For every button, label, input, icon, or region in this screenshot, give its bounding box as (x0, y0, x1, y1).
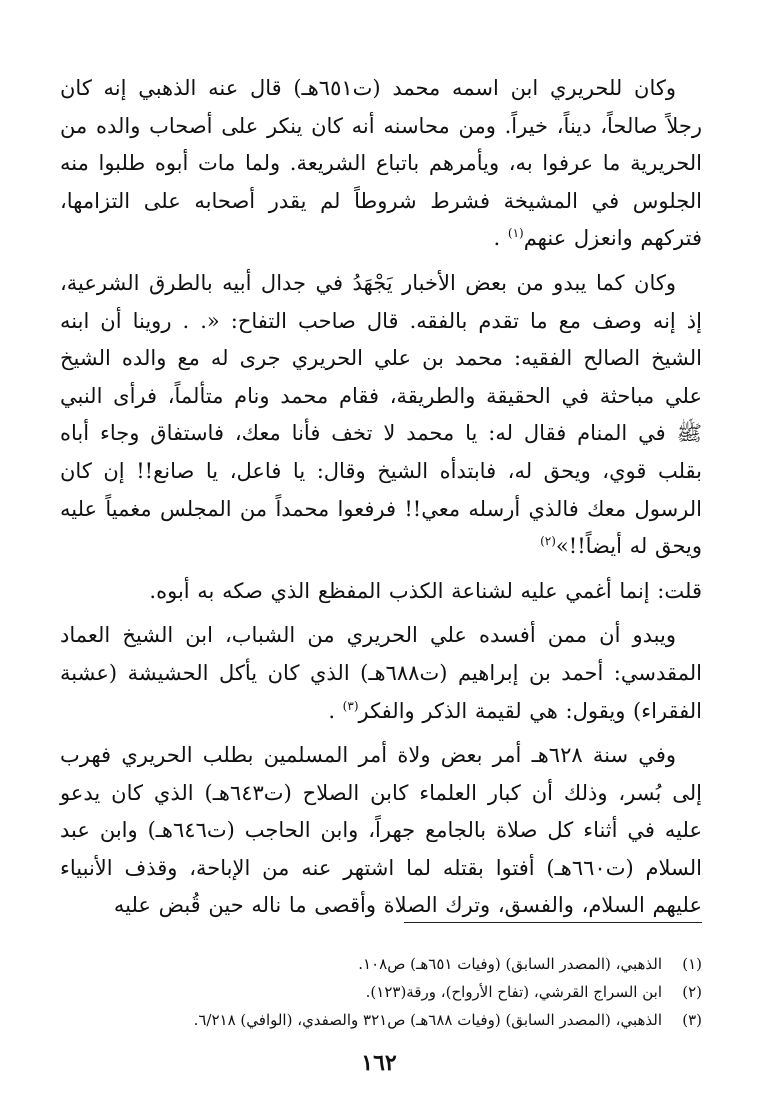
footnote-text: ابن السراج القرشي، (تفاح الأرواح)، ورقة(١٢٣). (365, 983, 662, 1001)
footnote-text: الذهبي، (المصدر السابق) (وفيات ٦٨٨هـ) ص٣٢١ والصفدي، (الوافي) ٦/٢١٨. (193, 1011, 662, 1029)
footnote-separator (404, 922, 702, 923)
footnote-ref-2: (٢) (540, 534, 556, 549)
footnote-3 (60, 1006, 702, 1034)
footnote-text: الذهبي، (المصدر السابق) (وفيات ٦٥١هـ) ص١٠٨. (358, 955, 662, 973)
paragraph-2 (60, 265, 702, 566)
footnote-1 (60, 950, 702, 978)
paragraph-5 (60, 737, 702, 925)
footnote-ref-3: (٣) (342, 698, 359, 713)
paragraph-2-text: وكان كما يبدو من بعض الأخبار يَجْهَدُ في جدال أبيه بالطرق الشرعية، إذ إنه وصف مع ما تقدم بالفقه. قال صاحب التفاح: «. . روينا أن ابنه الشيخ الصالح الفقيه: محمد بن علي الحريري جرى له مع والده الشيخ علي مباحثة في الحقيقة والطريقة، فقام محمد ونام متألماً، فرأى النبي ﷺ في المنام فقال له: يا محمد لا تخف فأنا معك، فاستفاق وجاء أباه بقلب قوي، ويحق له، فابتدأه الشيخ وقال: يا فاعل، يا صانع!! إن كان الرسول معك فالذي أرسله معي!! فرفعوا محمداً من المجلس مغمياً عليه ويحق له أيضاً!!» (60, 270, 702, 559)
footnote-2 (60, 978, 702, 1006)
paragraph-4: ويبدو أن ممن أفسده علي الحريري من الشباب، ابن الشيخ العماد المقدسي: أحمد بن إبراهيم (ت٦٨٨هـ) الذي كان يأكل الحشيشة (عشبة الفقراء) ويقول: هي لقيمة الذكر والفكر$^{(٣)}$ . (60, 623, 703, 723)
paragraph-5-text: وفي سنة ٦٢٨هـ أمر بعض ولاة أمر المسلمين بطلب الحريري فهرب إلى بُسر، وذلك أن كبار العلماء كابن الصلاح (ت٦٤٣هـ) الذي كان يدعو عليه في أثناء كل صلاة بالجامع جهراً، وابن الحاجب (ت٦٤٦هـ) وابن عبد السلام (ت٦٦٠هـ) أفتوا بقتله لما اشتهر عنه من الإباحة، وقذف الأنبياء عليهم السلام، والفسق، وترك الصلاة وأقصى ما ناله حين قُبض عليه (60, 743, 703, 918)
page-number: ١٦٢ (361, 1050, 397, 1076)
paragraph-1: وكان للحريري ابن اسمه محمد (ت٦٥١هـ) قال عنه الذهبي إنه كان رجلاً صالحاً، ديناً، خيراً. ومن محاسنه أنه كان ينكر على أصحاب والده من الحريرية ما عرفوا به، ويأمرهم باتباع الشريعة. ولما مات أبوه طلبوا منه الجلوس في المشيخة فشرط شروطاً لم يقدر أصحابه على التزامها، فتركهم وانعزل عنهم$^{(١)}$ . (60, 76, 702, 251)
footnote-number: (٣) (682, 1011, 702, 1029)
footnote-number: (٢) (682, 983, 702, 1001)
paragraph-3-text: قلت: إنما أغمي عليه لشناعة الكذب المفظع الذي صكه به أبوه. (149, 578, 702, 603)
footnote-ref-1: (١) (507, 226, 524, 241)
body-text (60, 70, 702, 925)
paragraph-4-text: ويبدو أن ممن أفسده علي الحريري من الشباب، ابن الشيخ العماد المقدسي: أحمد بن إبراهيم (ت٦٨٨هـ) الذي كان يأكل الحشيشة (عشبة الفقراء) ويقول: هي لقيمة الذكر والفكر (60, 623, 703, 723)
footnote-number: (١) (682, 955, 702, 973)
paragraph-1-text: وكان للحريري ابن اسمه محمد (ت٦٥١هـ) قال عنه الذهبي إنه كان رجلاً صالحاً، ديناً، خيراً. ومن محاسنه أنه كان ينكر على أصحاب والده من الحريرية ما عرفوا به، ويأمرهم باتباع الشريعة. ولما مات أبوه طلبوا منه الجلوس في المشيخة فشرط شروطاً لم يقدر أصحابه على التزامها، فتركهم وانعزل عنهم (60, 76, 702, 251)
paragraph-3 (60, 573, 702, 611)
footnotes (60, 950, 702, 1034)
